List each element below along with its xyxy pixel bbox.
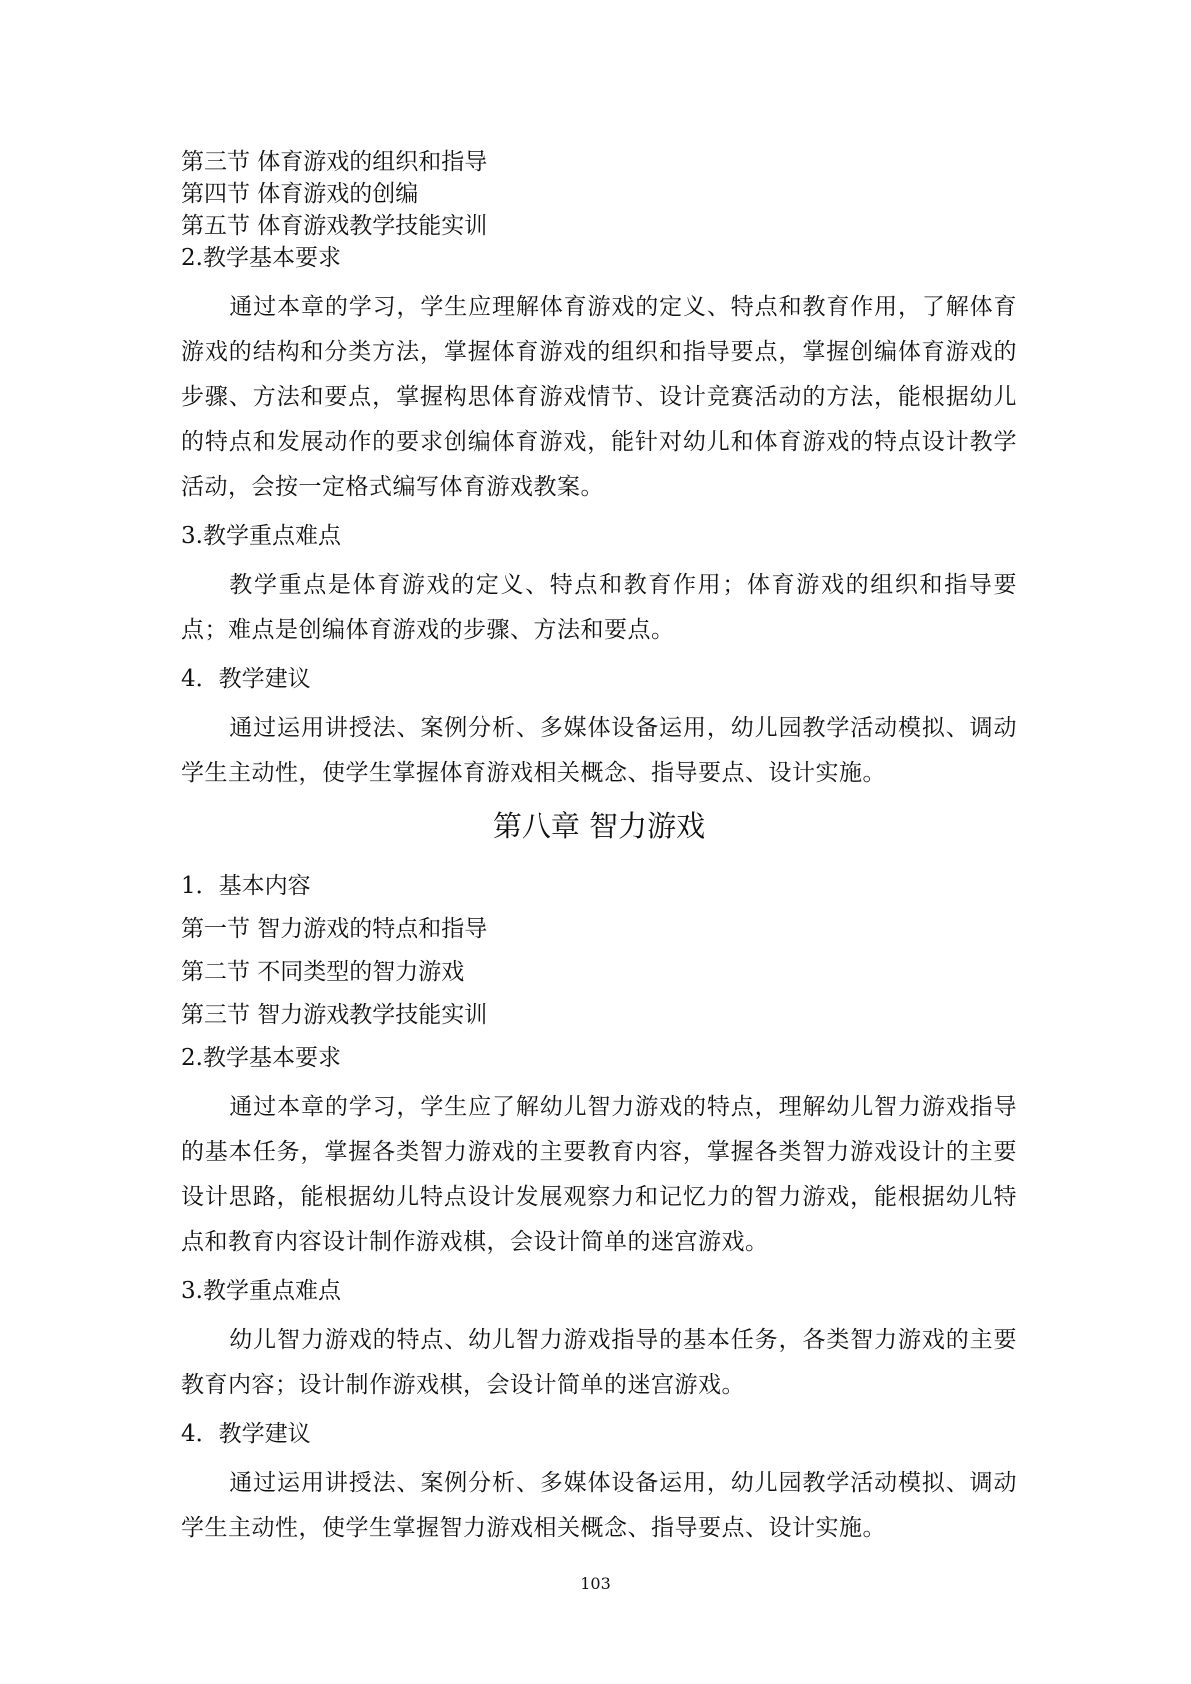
section-item: 第四节 体育游戏的创编: [181, 181, 419, 207]
section-item: 第三节 体育游戏的组织和指导: [181, 149, 488, 175]
chapter-title: 第八章 智力游戏: [492, 809, 706, 843]
keypoints-paragraph: 教学重点是体育游戏的定义、特点和教育作用；体育游戏的组织和指导要点；难点是创编体育游戏的步骤、方法和要点。: [181, 572, 1017, 643]
keypoints-paragraph: 幼儿智力游戏的特点、幼儿智力游戏指导的基本任务，各类智力游戏的主要教育内容；设计制作游戏棋，会设计简单的迷宫游戏。: [181, 1327, 1017, 1398]
requirements-heading: 2.教学基本要求: [181, 1045, 341, 1071]
content-heading: 1．基本内容: [181, 873, 311, 899]
suggestions-heading: 4．教学建议: [181, 1421, 311, 1447]
requirements-heading: 2.教学基本要求: [181, 245, 341, 271]
section-item: 第三节 智力游戏教学技能实训: [181, 1002, 488, 1028]
page-number: 103: [580, 1574, 611, 1593]
section-item: 第二节 不同类型的智力游戏: [181, 959, 465, 985]
suggestions-heading: 4．教学建议: [181, 666, 311, 692]
requirements-paragraph: 通过本章的学习，学生应理解体育游戏的定义、特点和教育作用，了解体育游戏的结构和分类方法，掌握体育游戏的组织和指导要点，掌握创编体育游戏的步骤、方法和要点，掌握构思体育游戏情节、设计竞赛活动的方法，能根据幼儿的特点和发展动作的要求创编体育游戏，能针对幼儿和体育游戏的特点设计教学活动，会按一定格式编写体育游戏教案。: [181, 294, 1017, 500]
keypoints-heading: 3.教学重点难点: [181, 1278, 341, 1304]
requirements-paragraph: 通过本章的学习，学生应了解幼儿智力游戏的特点，理解幼儿智力游戏指导的基本任务，掌握各类智力游戏的主要教育内容，掌握各类智力游戏设计的主要设计思路，能根据幼儿特点设计发展观察力和记忆力的智力游戏，能根据幼儿特点和教育内容设计制作游戏棋，会设计简单的迷宫游戏。: [181, 1094, 1017, 1255]
page-content: [181, 146, 1017, 1561]
section-item: 第五节 体育游戏教学技能实训: [181, 213, 488, 239]
section-item: 第一节 智力游戏的特点和指导: [181, 916, 488, 942]
suggestions-paragraph: 通过运用讲授法、案例分析、多媒体设备运用，幼儿园教学活动模拟、调动学生主动性，使学生掌握体育游戏相关概念、指导要点、设计实施。: [181, 715, 1017, 786]
keypoints-heading: 3.教学重点难点: [181, 523, 341, 549]
suggestions-paragraph: 通过运用讲授法、案例分析、多媒体设备运用，幼儿园教学活动模拟、调动学生主动性，使学生掌握智力游戏相关概念、指导要点、设计实施。: [181, 1470, 1017, 1541]
